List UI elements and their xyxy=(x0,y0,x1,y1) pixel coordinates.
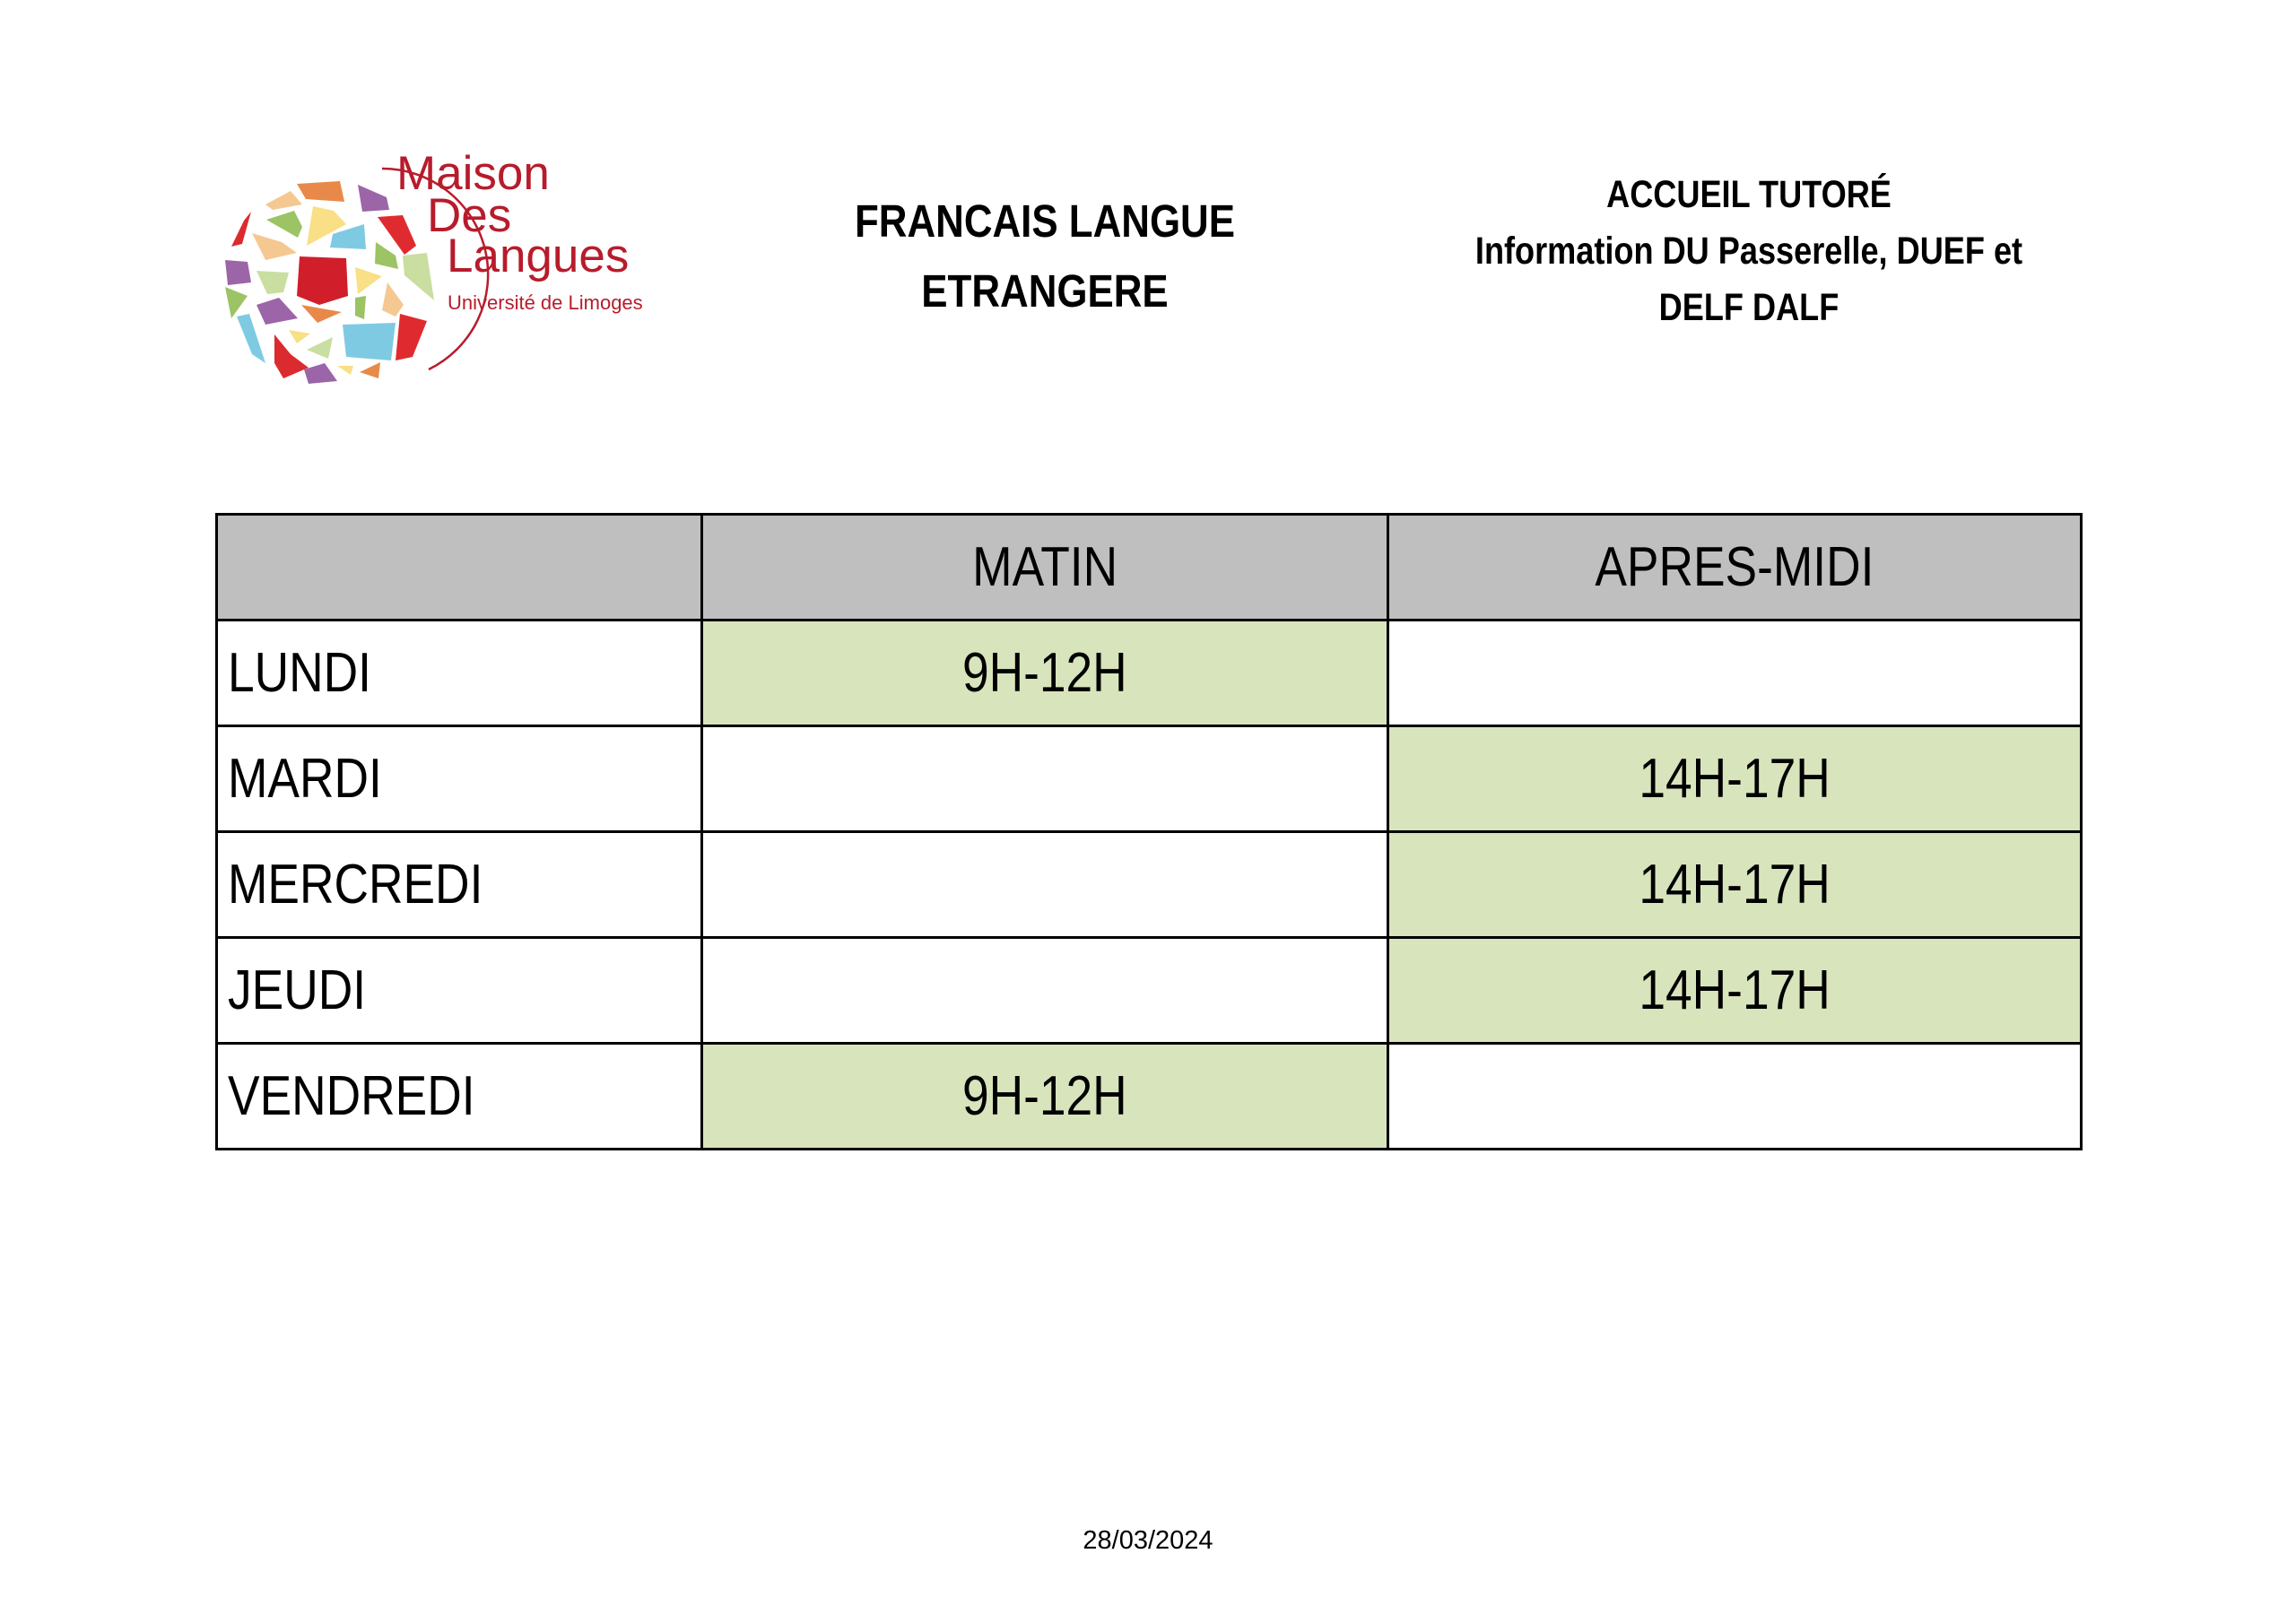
table-header-row xyxy=(217,515,2082,621)
schedule-table xyxy=(215,513,2083,1150)
page-title-line2: ETRANGERE xyxy=(921,265,1169,317)
matin-slot-cell xyxy=(702,938,1388,1044)
column-header-matin-label: MATIN xyxy=(972,536,1118,598)
matin-slot-cell: 9H-12H xyxy=(702,1044,1388,1150)
day-cell: JEUDI xyxy=(217,938,702,1044)
table-row xyxy=(217,726,2082,832)
page-subtitle-line3: DELF DALF xyxy=(1658,286,1839,329)
maison-des-langues-logo xyxy=(212,143,660,404)
mosaic-globe-icon xyxy=(212,170,445,404)
apres-midi-slot-cell xyxy=(1388,1044,2082,1150)
page-subtitle xyxy=(1440,167,2058,336)
table-row xyxy=(217,832,2082,938)
page-subtitle-line2: Information DU Passerelle, DUEF et xyxy=(1474,230,2023,273)
logo-title-line2: Des xyxy=(427,189,512,242)
column-header-matin xyxy=(702,515,1388,621)
day-cell: MERCREDI xyxy=(217,832,702,938)
page-subtitle-line1: ACCUEIL TUTORÉ xyxy=(1606,173,1892,216)
matin-slot-cell xyxy=(702,726,1388,832)
column-header-day xyxy=(217,515,702,621)
column-header-apres-midi xyxy=(1388,515,2082,621)
day-cell: VENDREDI xyxy=(217,1044,702,1150)
logo-tagline: Université de Limoges xyxy=(448,291,643,314)
matin-slot-cell xyxy=(702,832,1388,938)
table-row xyxy=(217,621,2082,726)
logo-title-line1: Maison xyxy=(396,147,550,200)
apres-midi-slot-cell xyxy=(1388,621,2082,726)
day-cell: MARDI xyxy=(217,726,702,832)
column-header-apres-midi-label: APRES-MIDI xyxy=(1595,536,1874,598)
table-row xyxy=(217,1044,2082,1150)
apres-midi-slot-cell: 14H-17H xyxy=(1388,726,2082,832)
page-title-line1: FRANCAIS LANGUE xyxy=(855,195,1235,247)
footer-date: 28/03/2024 xyxy=(1083,1526,1213,1555)
apres-midi-slot-cell: 14H-17H xyxy=(1388,832,2082,938)
day-cell: LUNDI xyxy=(217,621,702,726)
page-title xyxy=(840,187,1249,326)
table-row xyxy=(217,938,2082,1044)
apres-midi-slot-cell: 14H-17H xyxy=(1388,938,2082,1044)
matin-slot-cell: 9H-12H xyxy=(702,621,1388,726)
logo-title-line3: Langues xyxy=(447,230,630,282)
